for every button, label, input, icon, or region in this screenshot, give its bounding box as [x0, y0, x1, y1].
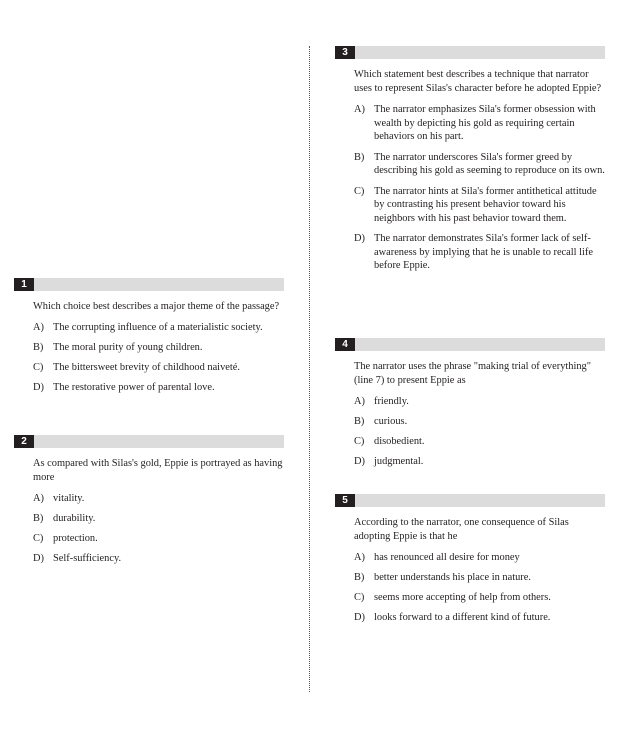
question-header-bar [14, 278, 284, 291]
option-text: has renounced all desire for money [374, 552, 520, 563]
option-b[interactable] [354, 151, 605, 178]
option-b[interactable] [354, 415, 605, 429]
question-2 [14, 435, 284, 572]
option-d[interactable] [354, 611, 605, 625]
option-text: vitality. [53, 493, 85, 504]
option-c[interactable] [354, 185, 605, 226]
question-header-bar [335, 338, 605, 351]
question-number: 5 [335, 494, 355, 507]
option-text: judgmental. [374, 456, 424, 467]
question-5 [335, 494, 605, 631]
option-d[interactable] [33, 552, 284, 566]
question-stem: The narrator uses the phrase "making trial of everything" (line 7) to present Eppie as [354, 361, 591, 386]
question-header-bar [335, 46, 605, 59]
question-stem: Which choice best describes a major theme of the passage? [33, 301, 280, 312]
option-text: seems more accepting of help from others. [374, 592, 551, 603]
question-3 [335, 46, 605, 280]
option-text: The narrator hints at Sila's former antithetical attitude by contrasting his present behavior toward his neighbors with his past behavior toward them. [374, 185, 597, 224]
option-letter: A) [354, 396, 365, 407]
answer-options [33, 321, 284, 395]
answer-options [354, 395, 605, 469]
option-letter: B) [354, 572, 365, 583]
option-a[interactable] [354, 551, 605, 565]
answer-options [354, 551, 605, 625]
option-c[interactable] [33, 361, 284, 375]
option-b[interactable] [33, 512, 284, 526]
option-a[interactable] [33, 492, 284, 506]
question-number: 1 [14, 278, 34, 291]
question-number: 3 [335, 46, 355, 59]
option-text: durability. [53, 513, 96, 524]
option-letter: D) [33, 553, 44, 564]
option-text: The corrupting influence of a materialistic society. [53, 322, 263, 333]
option-b[interactable] [354, 571, 605, 585]
question-stem: Which statement best describes a technique that narrator uses to represent Silas's character before he adopted Eppie? [354, 69, 602, 94]
option-text: The restorative power of parental love. [53, 382, 215, 393]
question-header-bar [335, 494, 605, 507]
option-text: Self-sufficiency. [53, 553, 122, 564]
option-letter: A) [33, 493, 44, 504]
option-text: The narrator underscores Sila's former greed by describing his gold as seeming to reproduce on its own. [374, 151, 605, 176]
option-a[interactable] [33, 321, 284, 335]
answer-options [33, 492, 284, 566]
option-text: The moral purity of young children. [53, 342, 203, 353]
option-letter: B) [354, 151, 365, 163]
option-letter: D) [354, 233, 365, 244]
option-letter: A) [354, 552, 365, 563]
option-letter: C) [354, 592, 365, 603]
option-text: protection. [53, 533, 98, 544]
option-letter: D) [354, 612, 365, 623]
option-letter: D) [354, 456, 365, 467]
option-letter: B) [354, 416, 365, 427]
option-letter: B) [33, 342, 44, 353]
question-header-bar [14, 435, 284, 448]
question-stem: According to the narrator, one consequence of Silas adopting Eppie is that he [354, 517, 569, 542]
option-text: looks forward to a different kind of future. [374, 612, 551, 623]
option-text: The narrator demonstrates Sila's former lack of self-awareness by implying that he is unable to recall life before Eppie. [374, 233, 593, 271]
option-letter: C) [354, 436, 365, 447]
option-b[interactable] [33, 341, 284, 355]
question-number: 4 [335, 338, 355, 351]
answer-options [354, 103, 605, 273]
option-d[interactable] [33, 381, 284, 395]
option-letter: B) [33, 513, 44, 524]
option-c[interactable] [354, 591, 605, 605]
option-d[interactable] [354, 232, 605, 273]
option-text: curious. [374, 416, 408, 427]
column-divider [309, 46, 310, 692]
option-letter: A) [33, 322, 44, 333]
option-letter: C) [33, 362, 44, 373]
option-a[interactable] [354, 395, 605, 409]
option-text: The bittersweet brevity of childhood naiveté. [53, 362, 240, 373]
question-4 [335, 338, 605, 475]
option-c[interactable] [354, 435, 605, 449]
option-a[interactable] [354, 103, 605, 144]
option-text: disobedient. [374, 436, 425, 447]
option-letter: C) [33, 533, 44, 544]
option-text: The narrator emphasizes Sila's former obsession with wealth by depicting his gold as requiring certain behaviors on his part. [374, 104, 596, 142]
option-text: friendly. [374, 396, 409, 407]
question-number: 2 [14, 435, 34, 448]
option-letter: A) [354, 104, 365, 115]
option-text: better understands his place in nature. [374, 572, 531, 583]
option-c[interactable] [33, 532, 284, 546]
question-1 [14, 278, 284, 401]
option-letter: C) [354, 185, 365, 197]
option-letter: D) [33, 382, 44, 393]
option-d[interactable] [354, 455, 605, 469]
question-stem: As compared with Silas's gold, Eppie is portrayed as having more [33, 458, 283, 483]
